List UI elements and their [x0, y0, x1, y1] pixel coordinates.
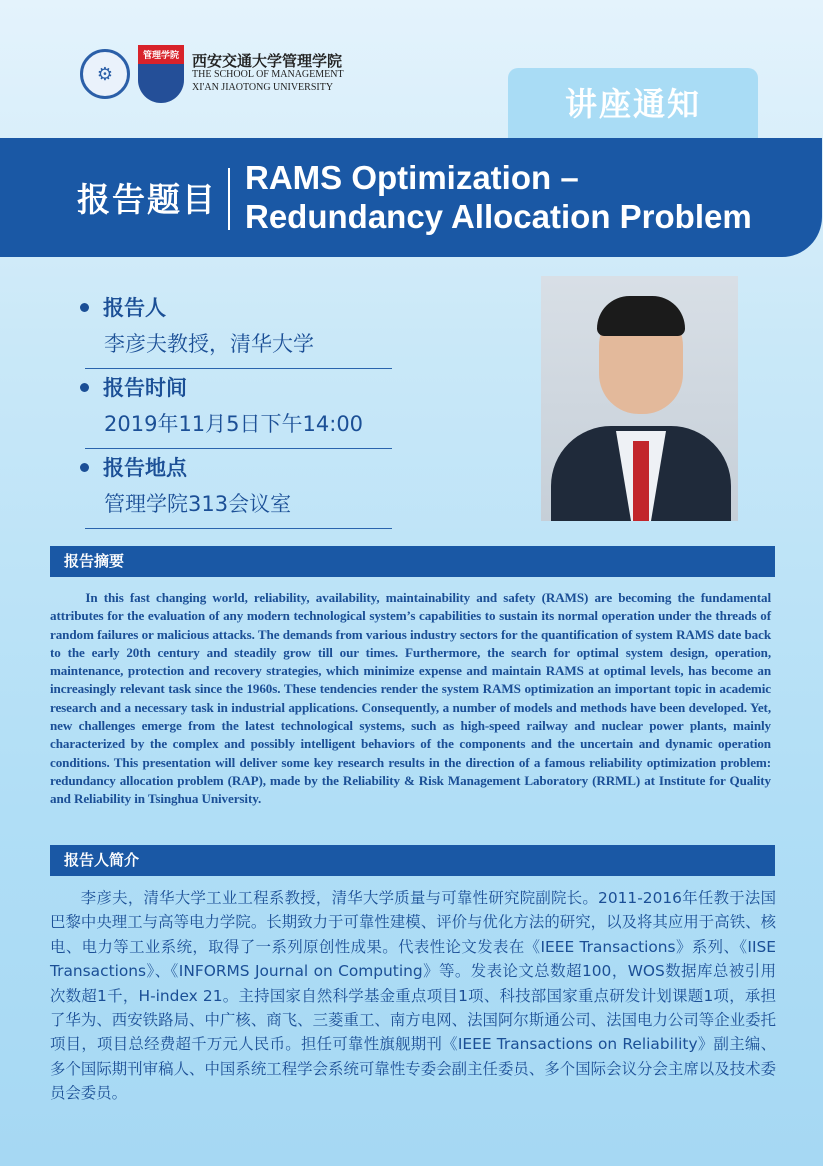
info-value: 管理学院313会议室: [104, 492, 292, 516]
school-name-en: THE SCHOOL OF MANAGEMENT: [192, 68, 344, 80]
title-banner: [0, 138, 822, 257]
talk-title-line2: Redundancy Allocation Problem: [245, 198, 752, 235]
info-speaker: [80, 292, 392, 369]
divider: [85, 448, 392, 449]
abstract-text: In this fast changing world, reliability, availability, maintainability and safety (RAMS) are becoming the fundamental attributes for the evaluation of any modern technological system’s capabilities to sustain its normal operation under the threads of random failures or malicious attacks. The demands from various industry sectors for the quantification of system RAMS date back to the early 20th century and steadily grow till our times. Furthermore, the search for optimal system design, operation, maintenance, protection and recovery strategies, which minimize expense and maintain RAMS at optimal levels, has become an increasingly relevant task since the 1960s. These tendencies render the system RAMS optimization an important topic in academic research and a necessary task in industrial applications. Consequently, a number of models and methods have been developed. Yet, new challenges emerge from the latest technological systems, such as high-speed railway and nuclear power plants, mainly characterized by the complex and possibly intelligent behaviors of the components and the uncertain and dynamic operation conditions. This presentation will deliver some key research results in the direction of a famous reliability optimization problem: redundancy allocation problem (RAP), made by the Reliability & Risk Management Laboratory (RRML) at Institute for Quality and Reliability in Tsinghua University.: [50, 590, 771, 807]
info-location: [80, 452, 392, 529]
header-logos: [80, 45, 344, 103]
university-name-en: XI'AN JIAOTONG UNIVERSITY: [192, 81, 334, 93]
title-divider: [228, 168, 230, 230]
info-value: 李彦夫教授，清华大学: [104, 332, 314, 356]
info-label: 报告时间: [103, 376, 187, 400]
bio-text: 李彦夫，清华大学工业工程系教授，清华大学质量与可靠性研究院副院长。2011-2016年任教于法国巴黎中央理工与高等电力学院。长期致力于可靠性建模、评价与优化方法的研究，以及将其应用于高铁、核电、电力等工业系统，取得了一系列原创性成果。代表性论文发表在《IEEE Transactions》系列、《IISE Transactions》、《INFORMS Journal on Computing》等。发表论文总数超100，WOS数据库总被引用次数超1千，H-index 21。主持国家自然科学基金重点项目1项、科技部国家重点研发计划课题1项，承担了华为、西安铁路局、中广核、商飞、三菱重工、南方电网、法国阿尔斯通公司、法国电力公司等企业委托项目，项目总经费超千万元人民币。担任可靠性旗舰期刊《IEEE Transactions on Reliability》副主编、多个国际期刊审稿人、中国系统工程学会系统可靠性专委会副主任委员、多个国际会议分会主席以及技术委员会委员。: [50, 889, 776, 1103]
info-label: 报告人: [103, 296, 166, 320]
bullet-icon: [80, 463, 89, 472]
speaker-photo: [541, 276, 738, 521]
school-shield-logo: [138, 45, 184, 103]
info-label: 报告地点: [103, 456, 187, 480]
talk-title: [245, 158, 752, 236]
title-label: 报告题目: [77, 180, 217, 219]
school-name: [192, 51, 344, 94]
talk-title-line1: RAMS Optimization –: [245, 159, 579, 196]
school-name-cn: 西安交通大学管理学院: [192, 51, 343, 70]
shield-label: 管理学院: [138, 45, 184, 64]
divider: [85, 528, 392, 529]
bullet-icon: [80, 383, 89, 392]
divider: [85, 368, 392, 369]
bio-heading: 报告人简介: [50, 845, 775, 876]
university-seal-logo: ⚙: [80, 49, 130, 99]
info-time: [80, 372, 392, 449]
bullet-icon: [80, 303, 89, 312]
notice-tab: 讲座通知: [508, 68, 758, 140]
info-value: 2019年11月5日下午14:00: [104, 412, 364, 436]
abstract-heading: 报告摘要: [50, 546, 775, 577]
